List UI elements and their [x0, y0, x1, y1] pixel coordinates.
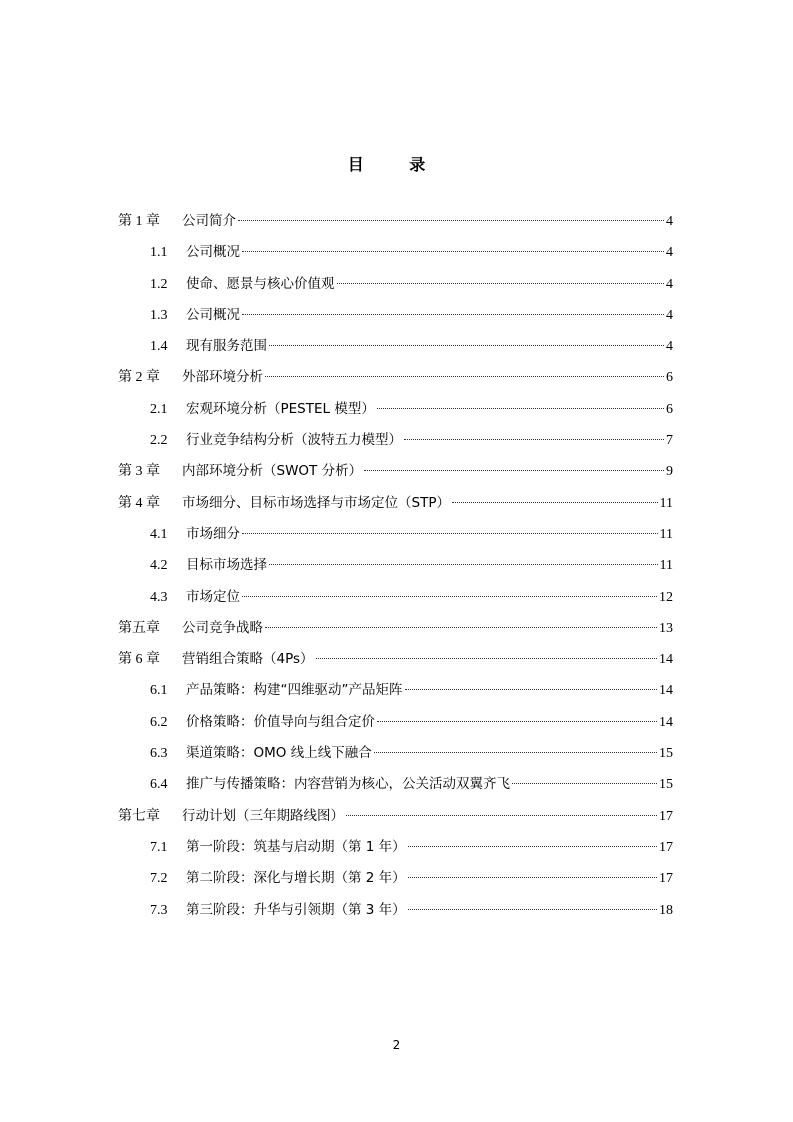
toc-entry-number: 第 2 章 [118, 370, 160, 386]
dot-leader [408, 909, 657, 910]
toc-entry-number: 4.2 [150, 558, 168, 574]
toc-entry-label: 市场定位 [186, 588, 240, 605]
toc-entry-number: 6.2 [150, 714, 168, 730]
toc-entry[interactable] [118, 237, 673, 268]
toc-entry[interactable] [118, 394, 673, 425]
toc-entry-page: 6 [666, 370, 673, 386]
dot-leader [408, 877, 657, 878]
toc-entry-label: 第三阶段：升华与引领期（第 3 年） [186, 901, 406, 918]
toc-entry-label: 第一阶段：筑基与启动期（第 1 年） [186, 838, 406, 855]
toc-entry-number: 7.1 [150, 839, 168, 855]
toc-entry[interactable] [118, 456, 673, 487]
toc-entry-page: 15 [659, 777, 673, 793]
table-of-contents [118, 206, 673, 926]
toc-entry-page: 9 [666, 464, 673, 480]
dot-leader [364, 470, 664, 471]
toc-entry[interactable] [118, 769, 673, 800]
dot-leader [408, 846, 657, 847]
toc-entry[interactable] [118, 519, 673, 550]
toc-entry-label: 产品策略：构建“四维驱动”产品矩阵 [186, 682, 403, 699]
toc-entry-number: 1.4 [150, 339, 168, 355]
dot-leader [512, 783, 657, 784]
toc-entry-page: 12 [659, 589, 673, 605]
toc-entry-page: 13 [659, 620, 673, 636]
toc-entry-page: 4 [666, 214, 673, 229]
dot-leader [242, 533, 658, 534]
toc-entry-page: 15 [659, 746, 673, 762]
toc-entry[interactable] [118, 863, 673, 894]
dot-leader [269, 345, 664, 346]
toc-entry[interactable] [118, 206, 673, 237]
toc-entry-label: 现有服务范围 [186, 338, 267, 355]
toc-entry-label: 渠道策略：OMO 线上线下融合 [186, 745, 372, 762]
toc-entry-page: 18 [659, 902, 673, 918]
toc-entry[interactable] [118, 425, 673, 456]
dot-leader [242, 251, 664, 252]
toc-entry-page: 4 [666, 307, 673, 323]
dot-leader [374, 752, 657, 753]
toc-entry-label: 公司简介 [182, 213, 236, 229]
toc-entry-number: 第 1 章 [118, 214, 160, 229]
toc-entry[interactable] [118, 613, 673, 644]
toc-entry-label: 内部环境分析（SWOT 分析） [182, 463, 363, 480]
toc-title: 目 录 [347, 155, 446, 174]
dot-leader [452, 502, 658, 503]
toc-entry-label: 第二阶段：深化与增长期（第 2 年） [186, 870, 406, 887]
toc-entry-label: 营销组合策略（4Ps） [182, 651, 314, 668]
toc-entry-page: 4 [666, 276, 673, 292]
dot-leader [242, 596, 657, 597]
toc-entry-number: 6.3 [150, 746, 168, 762]
toc-entry-page: 4 [666, 339, 673, 355]
toc-entry-number: 1.3 [150, 307, 168, 323]
toc-entry-page: 17 [659, 808, 673, 824]
toc-entry-label: 外部环境分析 [182, 369, 263, 386]
dot-leader [265, 376, 664, 377]
dot-leader [242, 314, 664, 315]
toc-entry-number: 6.1 [150, 683, 168, 699]
toc-entry-label: 市场细分、目标市场选择与市场定位（STP） [182, 494, 450, 511]
toc-entry-page: 11 [659, 495, 673, 511]
toc-entry[interactable] [118, 644, 673, 675]
dot-leader [405, 689, 658, 690]
toc-entry[interactable] [118, 801, 673, 832]
toc-entry[interactable] [118, 895, 673, 926]
toc-entry-label: 价格策略：价值导向与组合定价 [186, 713, 375, 730]
toc-entry[interactable] [118, 488, 673, 519]
toc-entry[interactable] [118, 738, 673, 769]
toc-entry-number: 6.4 [150, 777, 168, 793]
toc-entry-number: 2.2 [150, 433, 168, 449]
toc-entry[interactable] [118, 300, 673, 331]
toc-entry[interactable] [118, 362, 673, 393]
toc-entry-label: 行动计划（三年期路线图） [182, 807, 344, 824]
toc-entry[interactable] [118, 331, 673, 362]
toc-entry-number: 第 6 章 [118, 652, 160, 668]
toc-entry-page: 17 [659, 839, 673, 855]
toc-entry-page: 17 [659, 871, 673, 887]
toc-entry-number: 第五章 [118, 620, 160, 636]
toc-entry-page: 7 [666, 433, 673, 449]
toc-entry-number: 7.3 [150, 902, 168, 918]
dot-leader [238, 220, 664, 221]
toc-entry[interactable] [118, 832, 673, 863]
toc-entry-number: 7.2 [150, 871, 168, 887]
dot-leader [337, 283, 665, 284]
toc-entry-number: 第 3 章 [118, 464, 160, 480]
toc-entry[interactable] [118, 707, 673, 738]
toc-entry-page: 14 [659, 714, 673, 730]
toc-entry[interactable] [118, 550, 673, 581]
dot-leader [316, 658, 657, 659]
page-number: 2 [392, 1038, 401, 1052]
dot-leader [269, 564, 658, 565]
toc-entry-number: 1.1 [150, 245, 168, 261]
toc-entry-number: 4.3 [150, 589, 168, 605]
toc-entry-label: 公司概况 [186, 306, 240, 323]
toc-entry-page: 14 [659, 652, 673, 668]
toc-entry-label: 宏观环境分析（PESTEL 模型） [186, 400, 375, 417]
toc-entry-page: 11 [659, 526, 673, 542]
toc-entry[interactable] [118, 269, 673, 300]
toc-entry-number: 1.2 [150, 276, 168, 292]
dot-leader [265, 627, 657, 628]
dot-leader [377, 408, 664, 409]
toc-entry-number: 第 4 章 [118, 495, 160, 511]
toc-entry-label: 推广与传播策略：内容营销为核心，公关活动双翼齐飞 [186, 776, 510, 793]
dot-leader [346, 815, 657, 816]
toc-entry-label: 行业竞争结构分析（波特五力模型） [186, 432, 402, 449]
toc-entry-label: 使命、愿景与核心价值观 [186, 275, 335, 292]
toc-entry-number: 第七章 [118, 808, 160, 824]
toc-entry-page: 6 [666, 401, 673, 417]
toc-entry[interactable] [118, 675, 673, 706]
toc-entry-page: 4 [666, 245, 673, 261]
toc-entry-label: 公司概况 [186, 244, 240, 261]
toc-entry-page: 11 [659, 558, 673, 574]
toc-entry[interactable] [118, 582, 673, 613]
dot-leader [404, 439, 664, 440]
toc-entry-label: 目标市场选择 [186, 557, 267, 574]
toc-entry-number: 2.1 [150, 401, 168, 417]
dot-leader [377, 721, 657, 722]
toc-entry-label: 市场细分 [186, 525, 240, 542]
toc-entry-number: 4.1 [150, 526, 168, 542]
toc-entry-page: 14 [659, 683, 673, 699]
toc-entry-label: 公司竞争战略 [182, 619, 263, 636]
